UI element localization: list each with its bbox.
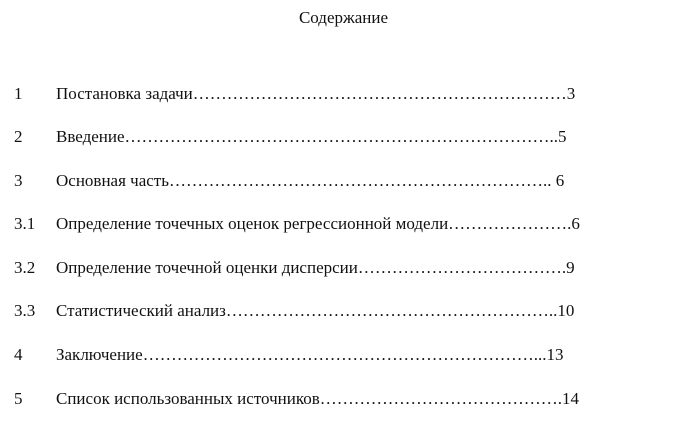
toc-entry-number: 3.1 (14, 214, 36, 233)
toc-entry-number: 3.3 (14, 301, 36, 320)
toc-entry-text: Основная часть………………………………………………………….. 6 (56, 171, 565, 190)
toc-entry-text: Определение точечных оценок регрессионной модели………………….6 (56, 214, 580, 233)
toc-entry (0, 343, 687, 367)
toc-entry-number: 2 (14, 127, 23, 146)
toc-title: Содержание (298, 8, 389, 27)
toc-entry-number: 3.2 (14, 258, 36, 277)
toc-entry-text: Введение…………………………………………………………………..5 (56, 127, 567, 146)
toc-entry (0, 212, 687, 236)
toc-entry (0, 169, 687, 193)
toc-entry-number: 5 (14, 389, 23, 408)
toc-entry (0, 387, 687, 411)
toc-entry-number: 1 (14, 84, 23, 103)
toc-entry (0, 82, 687, 106)
toc-entry-number: 4 (14, 345, 23, 364)
toc-entry-text: Список использованных источников…………………………………….14 (56, 389, 579, 408)
toc-entry-text: Заключение……………………………………………………………...13 (56, 345, 564, 364)
toc-entry-text: Определение точечной оценки дисперсии……………………………….9 (56, 258, 575, 277)
toc-entry-number: 3 (14, 171, 23, 190)
toc-entry-text: Постановка задачи…………………………………………………………3 (56, 84, 576, 103)
toc-entry (0, 256, 687, 280)
toc-entry-text: Статистический анализ…………………………………………………..10 (56, 301, 575, 320)
toc-entry (0, 125, 687, 149)
toc-entry (0, 299, 687, 323)
